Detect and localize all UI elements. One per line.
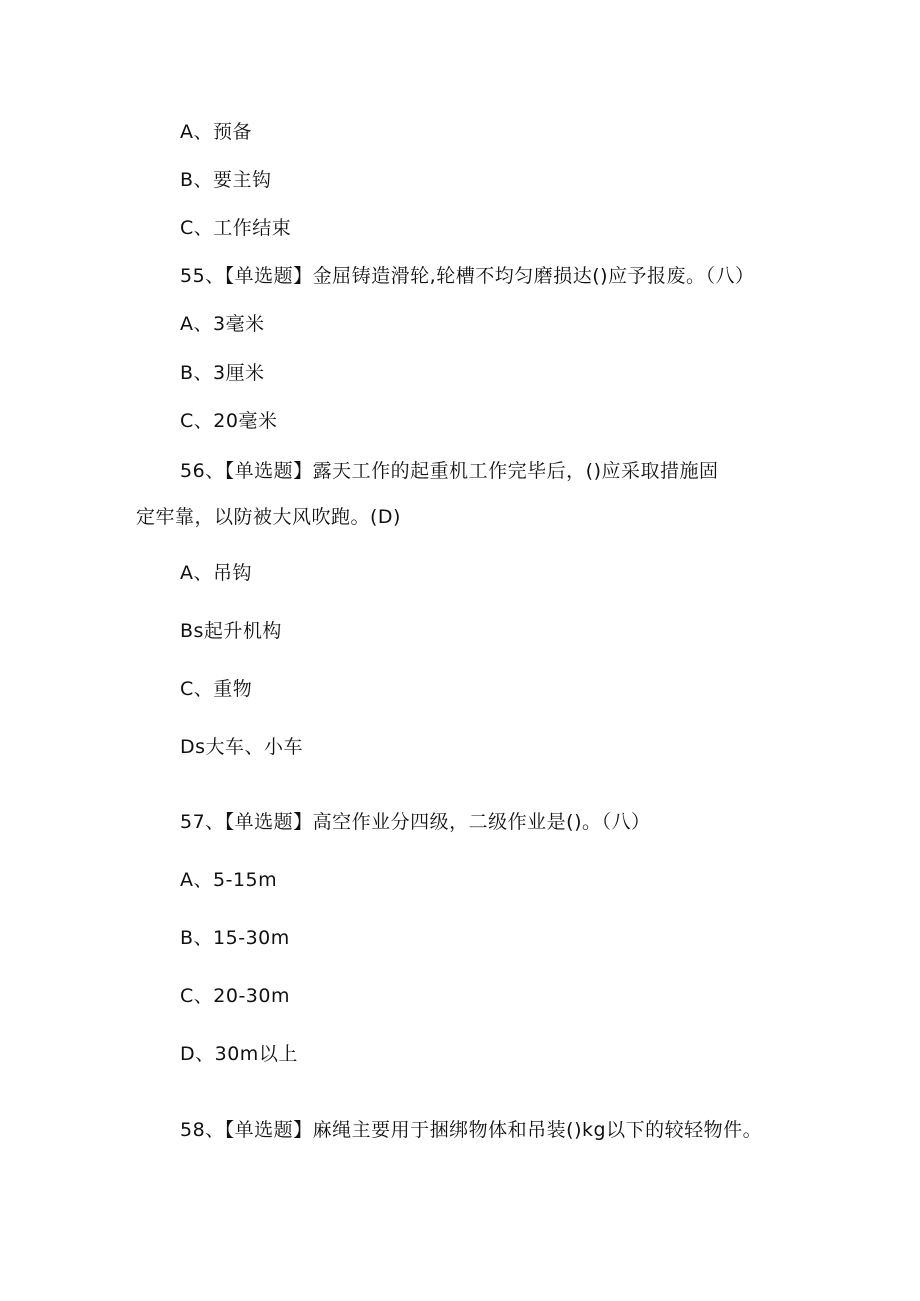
q57-option-d: D、30m以上 [180,1043,298,1065]
q54-option-c: C、工作结束 [180,217,292,239]
q57-option-a: A、5-15m [180,869,278,891]
q56-option-a: A、吊钩 [180,562,252,584]
q55-option-c: C、20毫米 [180,410,278,432]
q57-option-c: C、20-30m [180,985,290,1007]
q56-question: 56、【单选题】露天工作的起重机工作完毕后，()应采取措施固 [180,460,719,482]
q55-option-b: B、3厘米 [180,362,265,384]
q58-question: 58、【单选题】麻绳主要用于捆绑物体和吊装()kg以下的较轻物件。 [180,1119,763,1141]
q56-option-c: C、重物 [180,678,253,700]
q55-option-a: A、3毫米 [180,313,265,335]
q56-question-cont: 定牢靠，以防被大风吹跑。(D) [136,506,401,528]
q56-option-d: Ds大车、小车 [180,736,304,758]
q54-option-b: B、要主钩 [180,169,272,191]
q57-question: 57、【单选题】高空作业分四级，二级作业是()。（八） [180,811,651,833]
q55-question: 55、【单选题】金屈铸造滑轮,轮槽不均匀磨损达()应予报废。（八） [180,265,755,287]
q54-option-a: A、预备 [180,121,252,143]
q57-option-b: B、15-30m [180,927,290,949]
q56-option-b: Bs起升机构 [180,620,282,642]
